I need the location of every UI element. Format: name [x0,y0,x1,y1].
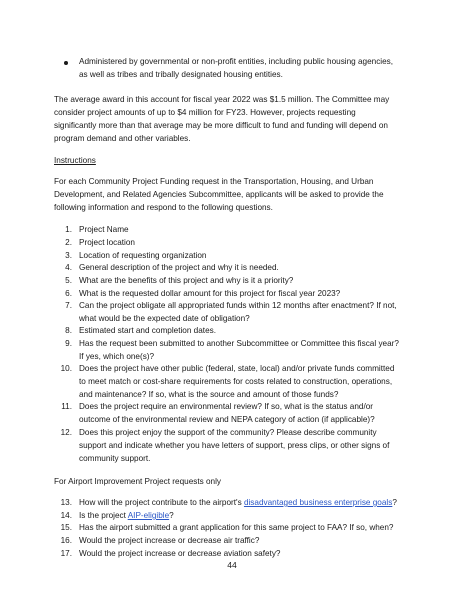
question-text: General description of the project and why it is needed. [79,263,279,272]
paragraph-line: Development, and Related Agencies Subcommittee, applicants will be asked to provide the [54,190,384,199]
paragraph-line: For each Community Project Funding request in the Transportation, Housing, and Urban [54,177,374,186]
question-text: Can the project obligate all appropriated funds within 12 months after enactment? If not, [79,301,397,310]
question-text: Is the project AIP-eligible? [79,511,174,520]
question-text: Project Name [79,225,129,234]
question-text: What is the requested dollar amount for this project for fiscal year 2023? [79,289,341,298]
page-number: 44 [227,560,237,570]
question-text: to meet match or cost-share requirements for costs related to construction, operations, [79,377,393,386]
list-number: 2. [65,238,72,247]
bullet-line-1: Administered by governmental or non-profit entities, including public housing agencies, [79,57,394,66]
paragraph-line: significantly more than that average may be more difficult to fund and funding will depend on [54,121,388,130]
question-text: How will the project contribute to the airport's [79,498,244,507]
bullet-line-2: as well as tribes and tribally designated housing entities. [79,70,283,79]
instructions-heading: Instructions [54,156,96,165]
paragraph-line: consider project amounts of up to $4 million for FY23. However, projects requesting [54,108,356,117]
question-text: Estimated start and completion dates. [79,326,216,335]
list-number: 11. [61,402,72,411]
question-text: Is the project [79,511,128,520]
question-text: Project location [79,238,135,247]
aip-eligible-link[interactable]: AIP-eligible [127,511,170,520]
question-text: outcome of the environmental review and NEPA category of action (if applicable)? [79,415,375,424]
list-number: 1. [65,225,72,234]
list-number: 4. [65,263,72,272]
question-text: How will the project contribute to the airport's disadvantaged business enterprise goals? [79,498,397,507]
list-number: 16. [60,536,72,545]
list-number: 13. [60,498,72,507]
list-number: 7. [65,301,72,310]
question-text: and maintenance? If so, what is the source and amount of those funds? [79,390,339,399]
question-text: Does the project have other public (federal, state, local) and/or private funds committed [79,364,395,373]
list-number: 8. [65,326,72,335]
question-text: Has the airport submitted a grant application for this same project to FAA? If so, when? [79,523,394,532]
question-text: Location of requesting organization [79,251,207,260]
airport-section-heading: For Airport Improvement Project requests only [54,477,221,486]
question-text: What are the benefits of this project and why is it a priority? [79,276,294,285]
list-number: 3. [65,251,72,260]
question-text: support and indicate whether you have letters of support, press clips, or other signs of [79,441,390,450]
paragraph-line: following information and respond to the following questions. [54,203,273,212]
paragraph-line: program demand and other variables. [54,134,191,143]
question-text: Does the project require an environmental review? If so, what is the status and/or [79,402,373,411]
question-text: what would be the expected date of obligation? [79,314,250,323]
question-text: Would the project increase or decrease air traffic? [79,536,260,545]
question-text: Does this project enjoy the support of the community? Please describe community [79,428,377,437]
question-text: If yes, which one(s)? [79,352,155,361]
question-text: Would the project increase or decrease aviation safety? [79,549,281,558]
question-text: Has the request been submitted to another Subcommittee or Committee this fiscal year? [79,339,399,348]
list-number: 10. [60,364,72,373]
list-number: 12. [60,428,72,437]
list-number: 6. [65,289,72,298]
dbe-goals-link[interactable]: disadvantaged business enterprise goals [243,498,393,507]
list-number: 17. [60,549,72,558]
paragraph-line: The average award in this account for fiscal year 2022 was $1.5 million. The Committee may [54,95,390,104]
list-number: 5. [65,276,72,285]
bullet-dot-icon [64,61,68,65]
question-text: community support. [79,454,151,463]
list-number: 9. [65,339,72,348]
list-number: 14. [60,511,72,520]
list-number: 15. [60,523,72,532]
